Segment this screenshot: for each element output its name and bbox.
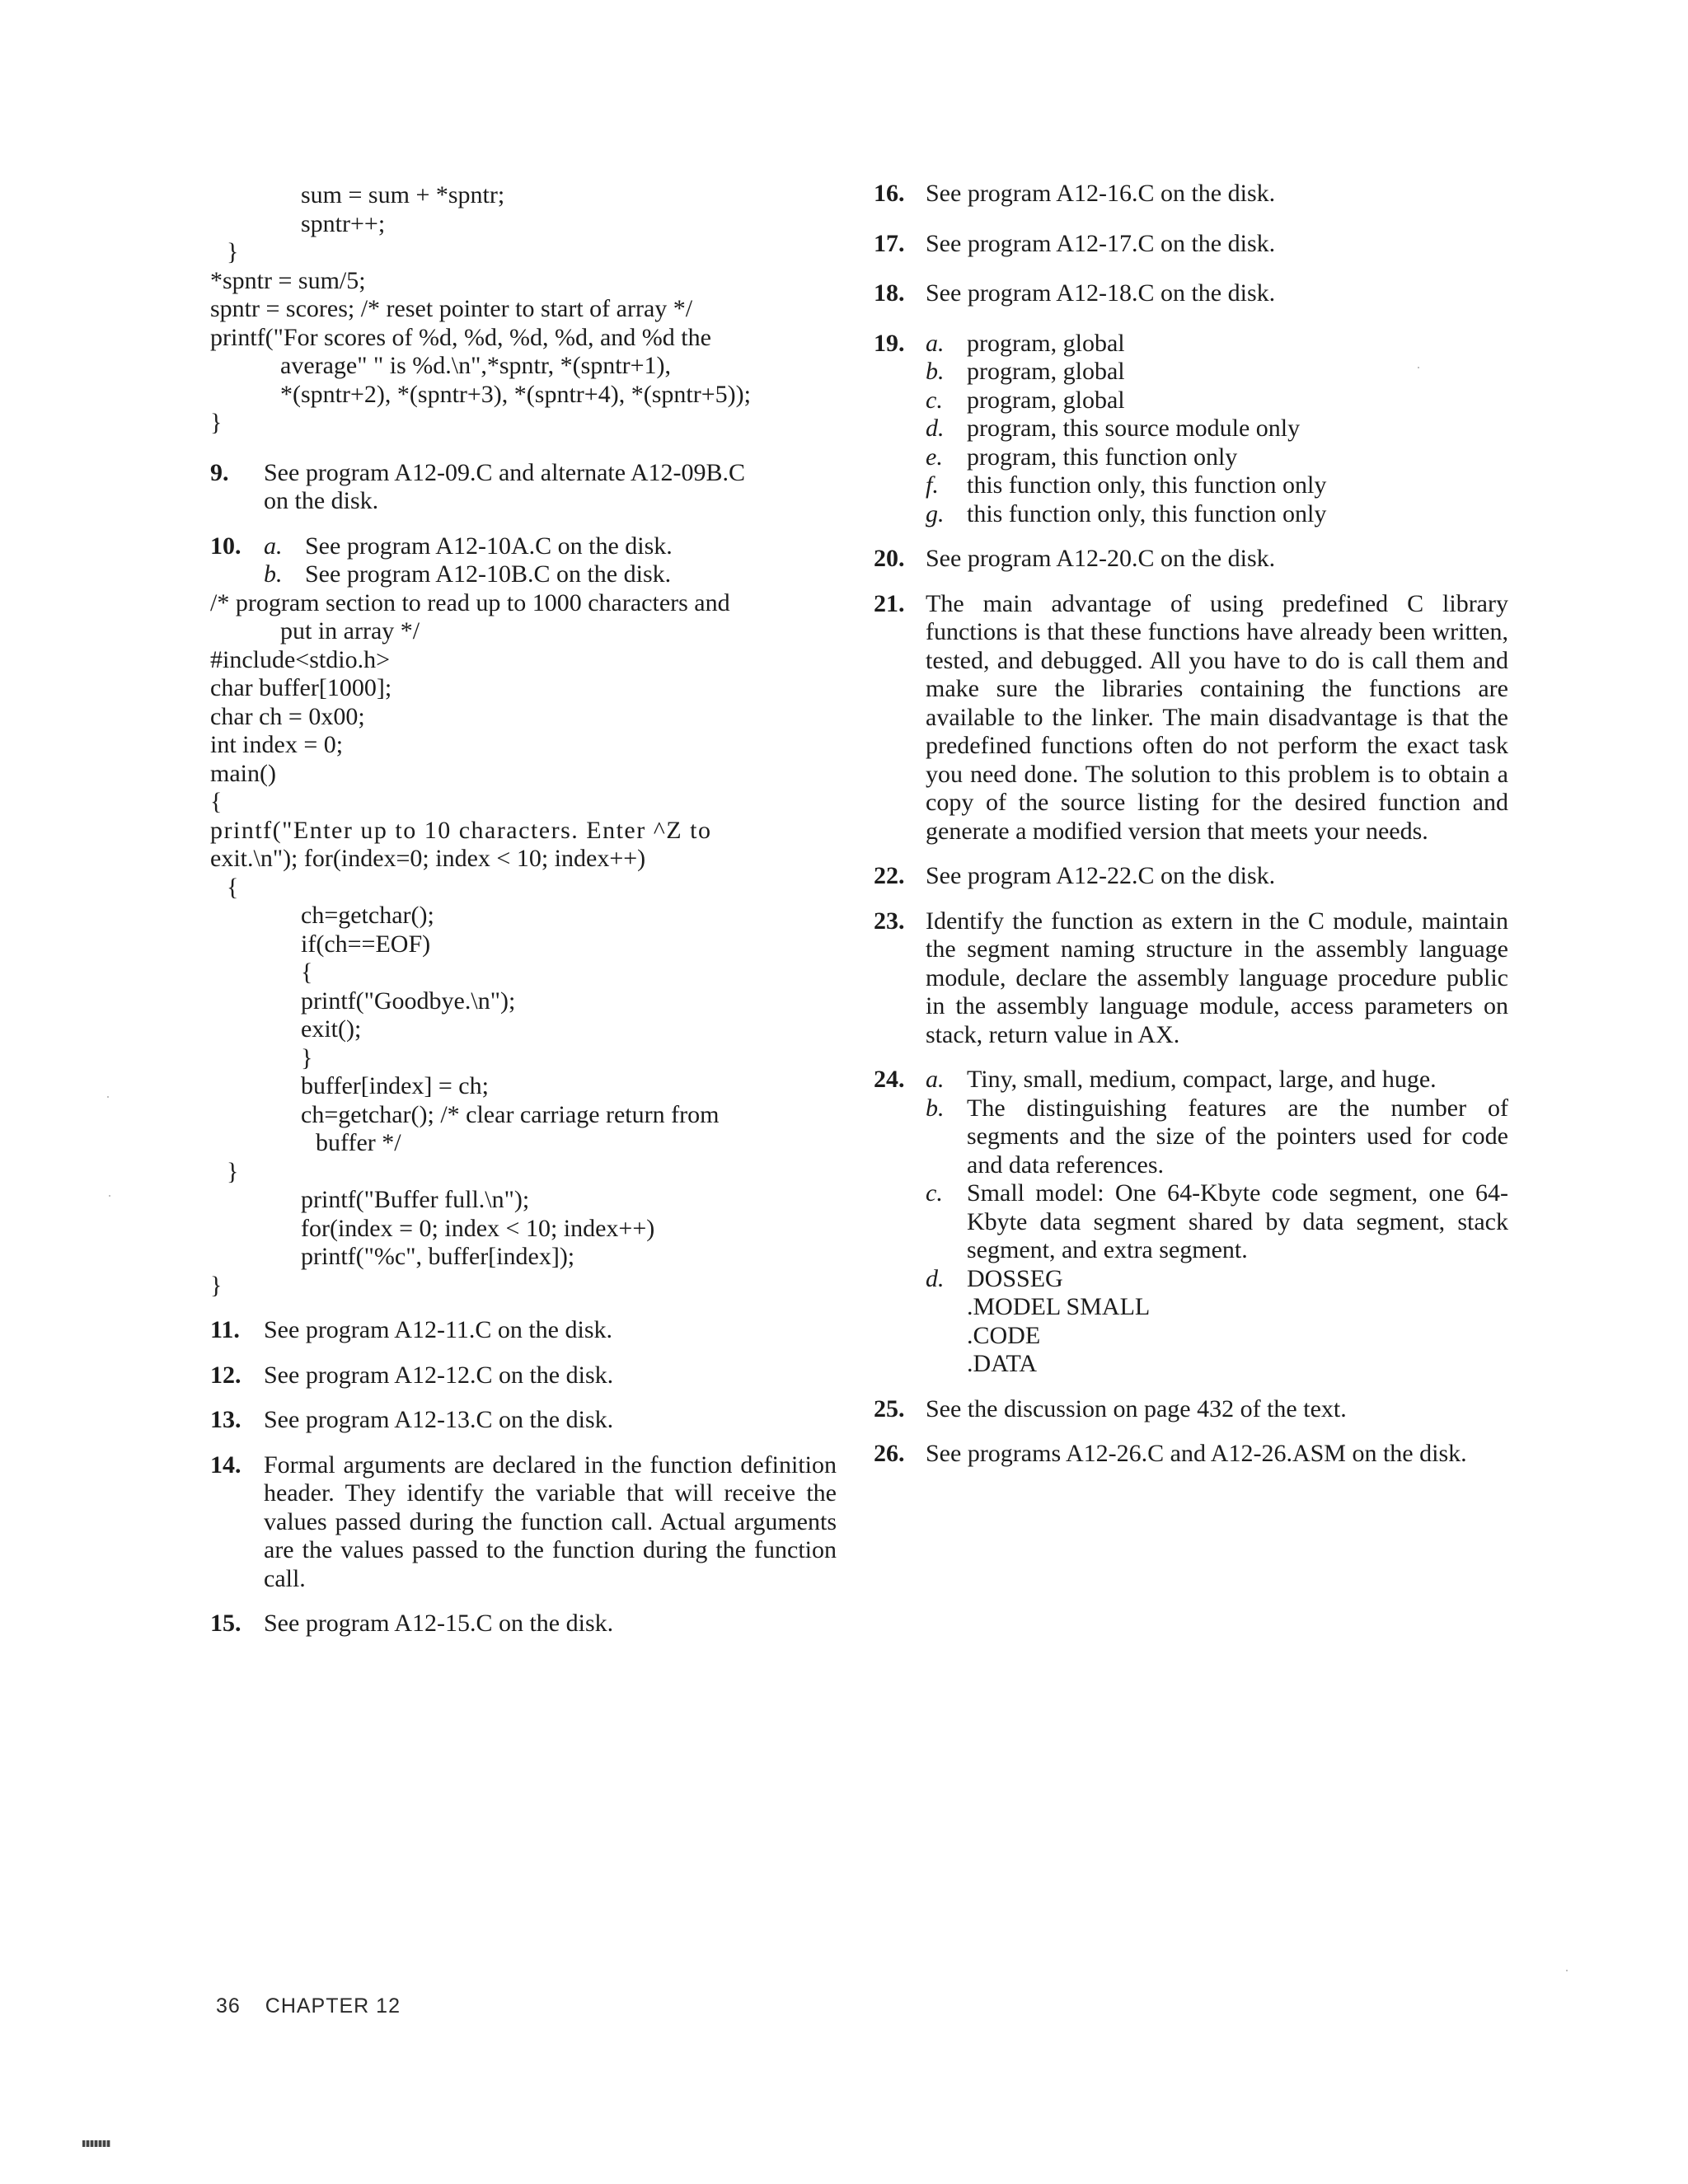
answer-text: The main advantage of using predefined C library functions is that these functions have already been written, tested, and debugged. All you have to do is call them and make sure the libraries containing the functions are available to the linker. The main disadvantage is that the predefined functions often do not perform the exact task you need done. The solution to this problem is to obtain a copy of the source listing for the desired function and generate a modified version that meets your needs.	[926, 589, 1508, 845]
code-line: printf("Buffer full.\n");	[301, 1186, 530, 1213]
code-line: {	[301, 958, 313, 986]
sub-answer	[926, 387, 1508, 415]
sub-text: See program A12-10B.C on the disk.	[305, 560, 672, 588]
answer-number: 18.	[874, 279, 905, 307]
code-line: int index = 0;	[210, 731, 344, 758]
left-column	[210, 181, 837, 1638]
code-line: if(ch==EOF)	[301, 930, 431, 958]
code-line: }	[227, 238, 239, 265]
sub-answer	[264, 560, 837, 589]
sub-answer	[926, 443, 1508, 472]
sub-letter: e.	[926, 443, 943, 471]
answer-11	[210, 1316, 837, 1345]
directive-line: DOSSEG	[967, 1264, 1063, 1292]
answer-number: 25.	[874, 1394, 905, 1422]
code-line: buffer[index] = ch;	[301, 1072, 489, 1099]
page-number: 36	[216, 1994, 241, 2018]
directive-line: .DATA	[967, 1350, 1038, 1377]
sub-letter: c.	[926, 1179, 943, 1207]
sub-letter: c.	[926, 386, 943, 414]
answer-14	[210, 1451, 837, 1594]
answer-number: 16.	[874, 180, 905, 207]
sub-answer	[926, 1265, 1508, 1379]
sub-text: program, global	[967, 358, 1125, 385]
code-line: ch=getchar();	[301, 902, 434, 929]
code-line: }	[210, 409, 223, 436]
answer-16	[874, 180, 1508, 209]
answer-text: See program A12-15.C on the disk.	[264, 1610, 614, 1637]
scan-mark	[82, 2140, 110, 2147]
sub-letter: d.	[926, 1264, 945, 1292]
answer-number: 15.	[210, 1610, 241, 1637]
answer-text: See program A12-13.C on the disk.	[264, 1406, 614, 1433]
sub-text: this function only, this function only	[967, 471, 1327, 499]
code-line: average" " is %d.\n",*spntr, *(spntr+1),	[280, 352, 672, 379]
answer-15	[210, 1610, 837, 1638]
answer-20	[874, 545, 1508, 574]
sub-letter: a.	[926, 1066, 945, 1093]
sub-answer	[926, 1179, 1508, 1265]
sub-letter: g.	[926, 499, 945, 527]
code-line: buffer */	[316, 1129, 401, 1156]
sub-text: See program A12-10A.C on the disk.	[305, 532, 673, 560]
code-line: spntr++;	[301, 209, 386, 237]
answer-number: 26.	[874, 1440, 905, 1467]
answer-21	[874, 590, 1508, 846]
sub-letter: d.	[926, 415, 945, 442]
sub-letter: b.	[264, 560, 283, 588]
answer-text: See program A12-18.C on the disk.	[926, 279, 1276, 307]
answer-text: Identify the function as extern in the C module, maintain the segment naming structure in the assembly language module, declare the assembly language procedure public in the assembly language module, access parameters on stack, return value in AX.	[926, 907, 1508, 1048]
directive-line: .CODE	[967, 1321, 1041, 1349]
answer-text: See program A12-09.C and alternate A12-09B.C	[264, 458, 746, 486]
code-line: sum = sum + *spntr;	[301, 181, 505, 209]
sub-answer	[926, 471, 1508, 500]
sub-answer	[926, 358, 1508, 387]
answer-number: 14.	[210, 1451, 241, 1479]
sub-answer	[926, 330, 1508, 359]
answer-number: 10.	[210, 532, 241, 560]
code-line: *(spntr+2), *(spntr+3), *(spntr+4), *(spntr+5));	[280, 380, 751, 408]
sub-text: Small model: One 64-Kbyte code segment, one 64-Kbyte data segment shared by data segment, stack segment, and extra segment.	[967, 1179, 1508, 1263]
code-line: char ch = 0x00;	[210, 702, 365, 730]
code-line: char buffer[1000];	[210, 674, 392, 701]
sub-text: Tiny, small, medium, compact, large, and huge.	[967, 1066, 1437, 1093]
code-line: #include<stdio.h>	[210, 645, 390, 673]
sub-answer	[926, 500, 1508, 529]
answer-23	[874, 907, 1508, 1050]
answer-26	[874, 1440, 1508, 1469]
answer-text: See program A12-11.C on the disk.	[264, 1316, 613, 1343]
answer-text: See the discussion on page 432 of the text.	[926, 1394, 1347, 1422]
answer-text: See program A12-20.C on the disk.	[926, 545, 1276, 572]
answer-12	[210, 1361, 837, 1390]
sub-answer	[926, 415, 1508, 443]
right-column	[874, 180, 1508, 1469]
answer-number: 12.	[210, 1361, 241, 1389]
answer-number: 11.	[210, 1316, 240, 1343]
sub-text: program, global	[967, 329, 1125, 357]
sub-text: this function only, this function only	[967, 499, 1327, 527]
answer-number: 24.	[874, 1066, 905, 1093]
code-line: }	[210, 1271, 223, 1299]
chapter-label: CHAPTER 12	[265, 1994, 401, 2018]
sub-text: The distinguishing features are the number of segments and the size of the pointers used for code and data references.	[967, 1094, 1508, 1179]
answer-number: 17.	[874, 229, 905, 257]
answer-19	[874, 330, 1508, 529]
answer-24	[874, 1066, 1508, 1379]
code-line: exit.\n"); for(index=0; index < 10; index++)	[210, 845, 646, 872]
sub-text: program, global	[967, 386, 1125, 414]
answer-25	[874, 1395, 1508, 1424]
sub-letter: a.	[926, 329, 945, 357]
code-line: printf("Enter up to 10 characters. Enter ^Z to	[210, 816, 712, 844]
answer-number: 20.	[874, 545, 905, 572]
scan-speck	[109, 1195, 110, 1197]
code-line: ch=getchar(); /* clear carriage return from	[301, 1100, 720, 1128]
answer-text: See program A12-12.C on the disk.	[264, 1361, 614, 1389]
sub-letter: a.	[264, 532, 283, 560]
sub-answer	[926, 1094, 1508, 1180]
answer-10	[210, 532, 837, 589]
code-line: {	[210, 788, 223, 815]
answer-18	[874, 279, 1508, 308]
code-line: main()	[210, 759, 276, 787]
answer-text: on the disk.	[264, 487, 379, 514]
code-line: put in array */	[280, 617, 420, 644]
sub-text: program, this source module only	[967, 415, 1301, 442]
sub-letter: b.	[926, 1094, 945, 1122]
answer-number: 21.	[874, 589, 905, 617]
sub-text: program, this function only	[967, 443, 1238, 471]
answer-number: 13.	[210, 1406, 241, 1433]
directive-line: .MODEL SMALL	[967, 1293, 1151, 1320]
scan-speck	[1566, 1970, 1568, 1971]
answer-number: 19.	[874, 329, 905, 357]
code-line: for(index = 0; index < 10; index++)	[301, 1214, 655, 1242]
sub-letter: f.	[926, 471, 939, 499]
answer-number: 22.	[874, 862, 905, 889]
sub-answer	[926, 1066, 1508, 1094]
code-line: printf("Goodbye.\n");	[301, 987, 516, 1015]
code-line: /* program section to read up to 1000 characters and	[210, 588, 730, 616]
sub-letter: b.	[926, 358, 945, 385]
code-line: {	[227, 873, 239, 901]
page-footer	[216, 1994, 401, 2018]
answer-text: See program A12-17.C on the disk.	[926, 229, 1276, 257]
answer-22	[874, 862, 1508, 891]
code-line: *spntr = sum/5;	[210, 266, 366, 294]
code-line: }	[301, 1043, 313, 1071]
answer-text: See program A12-22.C on the disk.	[926, 862, 1276, 889]
answer-text: Formal arguments are declared in the function definition header. They identify the variable that will receive the values passed during the function call. Actual arguments are the values passed to the function during the function call.	[264, 1451, 837, 1592]
answer-9	[210, 459, 837, 516]
scan-speck	[107, 1096, 109, 1098]
code-line: exit();	[301, 1015, 362, 1043]
code-line: printf("%c", buffer[index]);	[301, 1243, 575, 1270]
answer-text: See programs A12-26.C and A12-26.ASM on the disk.	[926, 1440, 1467, 1467]
answer-13	[210, 1406, 837, 1435]
answer-text: See program A12-16.C on the disk.	[926, 180, 1276, 207]
code-line: }	[227, 1157, 239, 1185]
sub-answer	[264, 532, 837, 561]
answer-17	[874, 230, 1508, 259]
code-line: printf("For scores of %d, %d, %d, %d, and %d the	[210, 323, 711, 351]
answer-number: 9.	[210, 458, 229, 486]
scan-speck	[1418, 367, 1419, 368]
code-line: spntr = scores; /* reset pointer to start of array */	[210, 295, 693, 322]
answer-number: 23.	[874, 907, 905, 935]
